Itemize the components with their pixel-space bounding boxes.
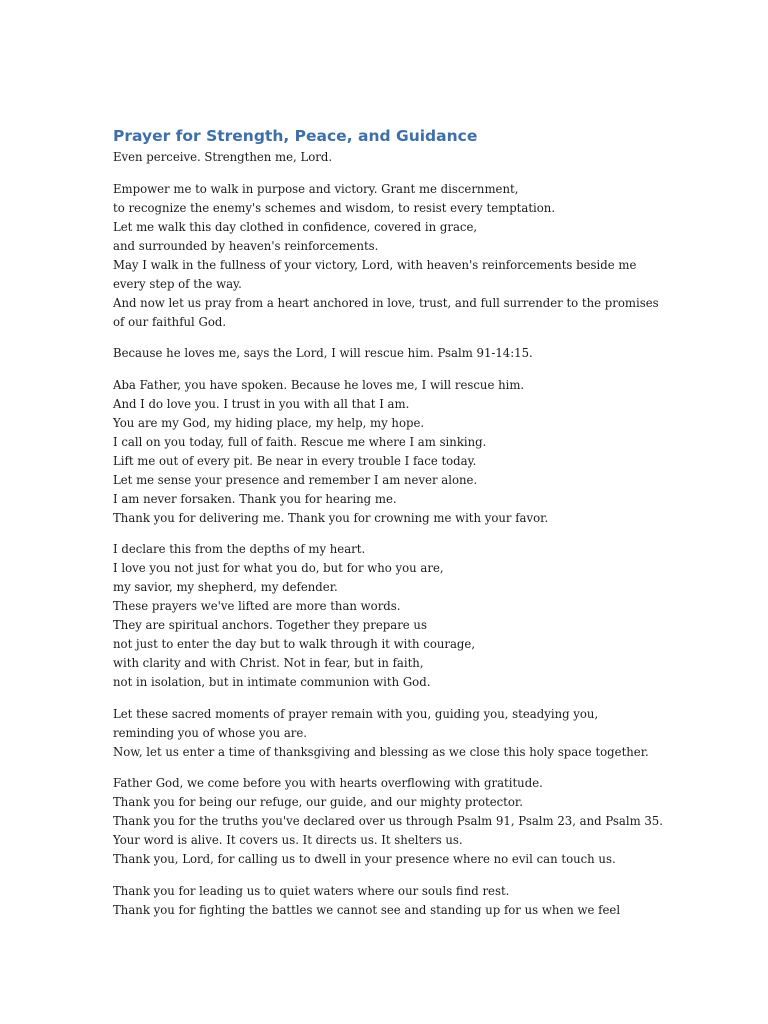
text-line: of our faithful God. [113,314,227,329]
document-body [113,148,673,920]
paragraph-gap [113,167,673,180]
paragraph-gap [113,692,673,705]
text-line: Lift me out of every pit. Be near in every trouble I face today. [113,453,477,468]
text-line: not in isolation, but in intimate communion with God. [113,675,431,689]
text-line: You are my God, my hiding place, my help, my hope. [113,415,425,430]
text-line: Let these sacred moments of prayer remain with you, guiding you, steadying you, [113,706,599,721]
text-line: I declare this from the depths of my heart. [113,542,366,556]
text-line: I love you not just for what you do, but for who you are, [113,561,444,575]
paragraph-gap [113,363,673,376]
text-line: They are spiritual anchors. Together they prepare us [113,618,427,632]
text-line: reminding you of whose you are. [113,725,308,740]
text-line: Thank you for leading us to quiet waters where our souls find rest. [113,883,510,898]
text-line: Thank you for fighting the battles we cannot see and standing up for us when we feel [113,902,621,917]
text-line: with clarity and with Christ. Not in fear, but in faith, [113,656,424,670]
text-line: Thank you, Lord, for calling us to dwell in your presence where no evil can touch us. [113,852,616,866]
paragraph-gap [113,762,673,775]
text-line: Now, let us enter a time of thanksgiving and blessing as we close this holy space together. [113,744,649,759]
text-line: Aba Father, you have spoken. Because he loves me, I will rescue him. [113,377,525,392]
paragraph-gap [113,528,673,541]
text-line: These prayers we've lifted are more than words. [113,599,401,613]
text-line: Your word is alive. It covers us. It directs us. It shelters us. [113,833,463,847]
text-line: Empower me to walk in purpose and victory. Grant me discernment, [113,181,519,196]
paragraph [113,774,673,869]
text-line: and surrounded by heaven's reinforcements. [113,238,379,253]
text-line: Let me walk this day clothed in confidence, covered in grace, [113,219,478,234]
paragraph [113,376,673,528]
text-line: Let me sense your presence and remember I am never alone. [113,472,478,487]
paragraph [113,148,673,167]
text-line: Thank you for the truths you've declared over us through Psalm 91, Psalm 23, and Psalm 35. [113,814,663,828]
text-line: Thank you for being our refuge, our guide, and our mighty protector. [113,795,523,809]
text-line: I am never forsaken. Thank you for hearing me. [113,491,397,506]
paragraph [113,180,673,332]
text-line: Even perceive. Strengthen me, Lord. [113,150,333,164]
text-line: Thank you for delivering me. Thank you for crowning me with your favor. [113,510,549,525]
text-line: Because he loves me, says the Lord, I will rescue him. Psalm 91-14:15. [113,346,533,360]
paragraph [113,344,673,363]
text-line: And I do love you. I trust in you with all that I am. [113,396,410,411]
paragraph [113,540,673,692]
text-line: not just to enter the day but to walk through it with courage, [113,637,476,651]
paragraph [113,882,673,920]
text-line: May I walk in the fullness of your victory, Lord, with heaven's reinforcements beside me [113,257,637,272]
text-line: And now let us pray from a heart anchored in love, trust, and full surrender to the promises [113,295,659,310]
paragraph [113,705,673,762]
paragraph-gap [113,332,673,345]
paragraph-gap [113,869,673,882]
text-line: Father God, we come before you with hearts overflowing with gratitude. [113,776,543,790]
text-line: to recognize the enemy's schemes and wisdom, to resist every temptation. [113,200,556,215]
text-line: every step of the way. [113,276,242,291]
text-line: I call on you today, full of faith. Rescue me where I am sinking. [113,434,487,449]
text-line: my savior, my shepherd, my defender. [113,580,338,594]
document-title: Prayer for Strength, Peace, and Guidance [113,127,478,145]
document-page [113,124,673,920]
